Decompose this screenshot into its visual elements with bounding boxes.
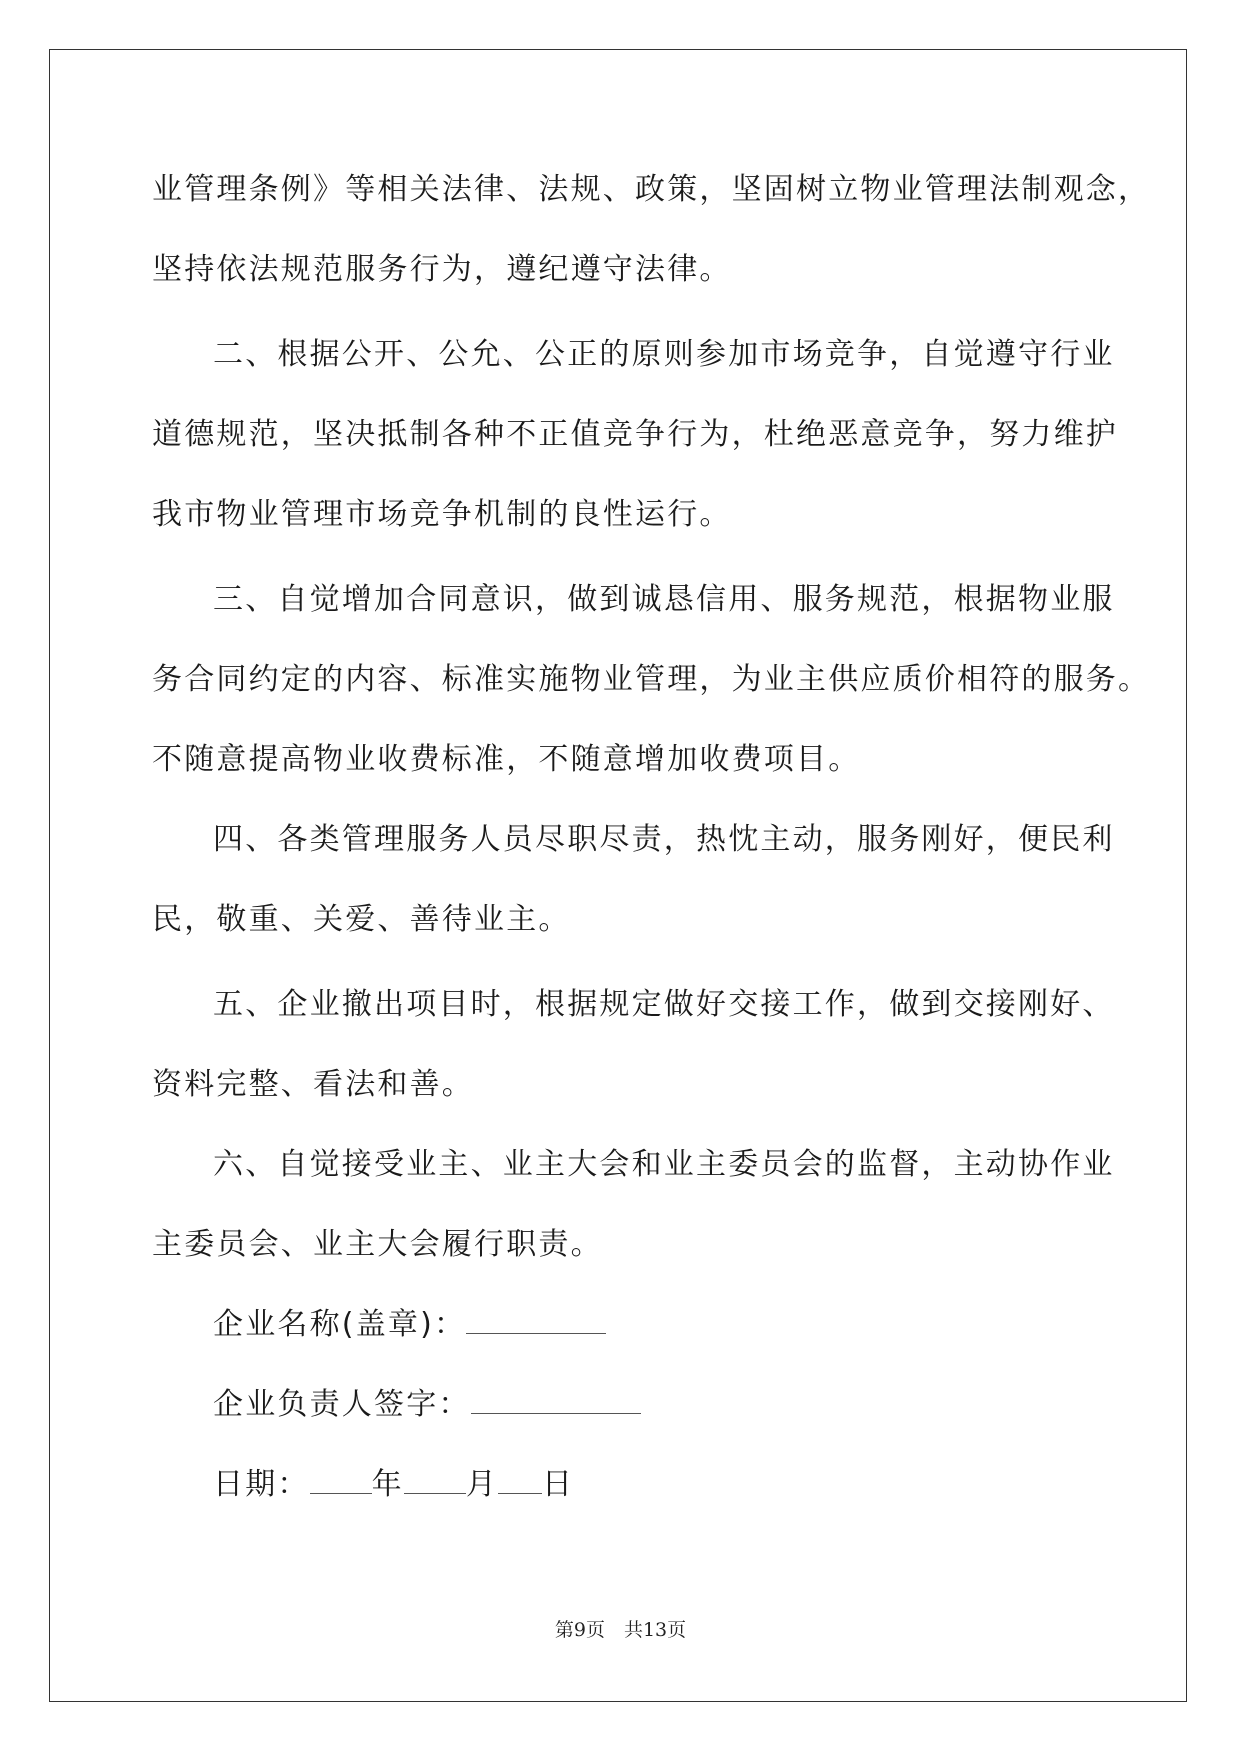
company-name-blank bbox=[466, 1307, 606, 1334]
footer-mid: 页 共 bbox=[585, 1619, 643, 1641]
year-blank bbox=[310, 1467, 372, 1494]
footer-total-pages: 13 bbox=[642, 1619, 668, 1641]
signature-row bbox=[213, 1365, 1163, 1445]
footer-prefix: 第 bbox=[554, 1619, 574, 1641]
date-label: 日期： bbox=[213, 1467, 310, 1502]
paragraph-line-4: 道德规范，坚决抵制各种不正值竞争行为，杜绝恶意竞争，努力维护 bbox=[152, 417, 1118, 452]
paragraph-line-9: 四、各类管理服务人员尽职尽责，热忱主动，服务刚好，便民利 bbox=[213, 822, 1115, 857]
day-blank bbox=[498, 1467, 542, 1494]
day-label: 日 bbox=[542, 1467, 575, 1502]
footer-page-number: 9 bbox=[573, 1619, 586, 1641]
paragraph-line-12: 资料完整、看法和善。 bbox=[152, 1067, 474, 1102]
paragraph-line-5: 我市物业管理市场竞争机制的良性运行。 bbox=[152, 497, 732, 532]
paragraph-line-7: 务合同约定的内容、标准实施物业管理，为业主供应质价相符的服务。 bbox=[152, 662, 1151, 697]
company-name-row bbox=[213, 1285, 1163, 1365]
signature-label: 企业负责人签字： bbox=[213, 1387, 471, 1422]
signature-blank bbox=[471, 1387, 641, 1414]
year-label: 年 bbox=[371, 1467, 404, 1502]
paragraph-line-11: 五、企业撤出项目时，根据规定做好交接工作，做到交接刚好、 bbox=[213, 987, 1115, 1022]
paragraph-line-10: 民，敬重、关爱、善待业主。 bbox=[152, 902, 571, 937]
page-footer bbox=[0, 1615, 1241, 1642]
date-row bbox=[213, 1445, 1163, 1525]
month-label: 月 bbox=[465, 1467, 499, 1502]
company-name-label: 企业名称(盖章)： bbox=[213, 1307, 467, 1342]
paragraph-line-8: 不随意提高物业收费标准，不随意增加收费项目。 bbox=[152, 742, 861, 777]
paragraph-line-13: 六、自觉接受业主、业主大会和业主委员会的监督，主动协作业 bbox=[213, 1147, 1115, 1182]
paragraph-line-14: 主委员会、业主大会履行职责。 bbox=[152, 1227, 603, 1262]
footer-suffix: 页 bbox=[667, 1619, 687, 1641]
paragraph-line-2: 坚持依法规范服务行为，遵纪遵守法律。 bbox=[152, 252, 732, 287]
month-blank bbox=[404, 1467, 466, 1494]
paragraph-line-6: 三、自觉增加合同意识，做到诚恳信用、服务规范，根据物业服 bbox=[213, 582, 1115, 617]
paragraph-line-1: 业管理条例》等相关法律、法规、政策，坚固树立物业管理法制观念， bbox=[152, 172, 1151, 207]
paragraph-line-3: 二、根据公开、公允、公正的原则参加市场竞争，自觉遵守行业 bbox=[213, 337, 1115, 372]
